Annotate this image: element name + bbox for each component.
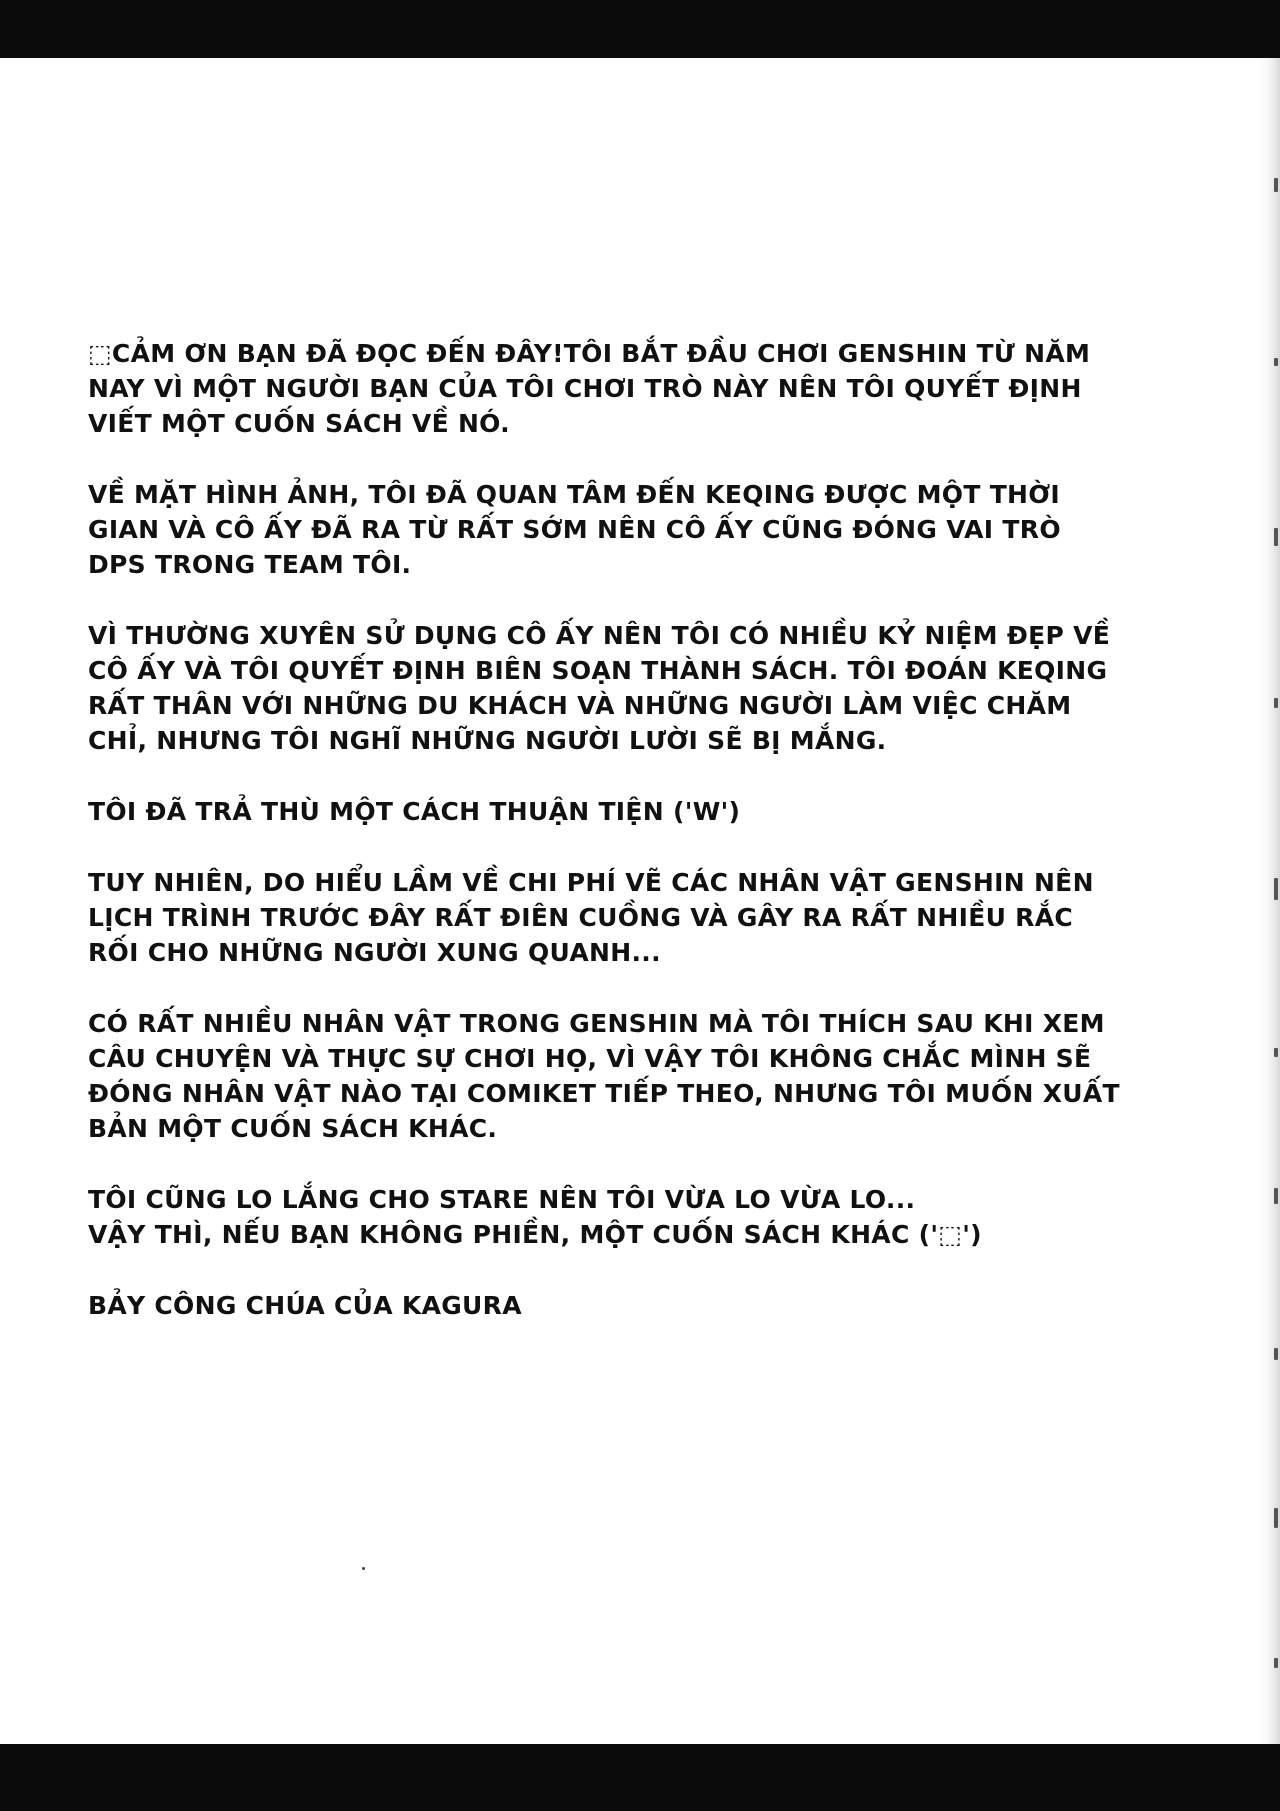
paragraph-schedule [88,865,1094,970]
text-line: DPS TRONG TEAM TÔI. [88,550,412,579]
text-line: VIẾT MỘT CUỐN SÁCH VỀ NÓ. [88,409,510,438]
text-line: VỀ MẶT HÌNH ẢNH, TÔI ĐÃ QUAN TÂM ĐẾN KEQING ĐƯỢC MỘT THỜI [88,480,1061,509]
paragraph-keqing [88,477,1061,582]
top-black-bar [0,0,1280,58]
paragraph-thanks [88,336,1091,441]
text-line: VÌ THƯỜNG XUYÊN SỬ DỤNG CÔ ẤY NÊN TÔI CÓ NHIỀU KỶ NIỆM ĐẸP VỀ [88,621,1111,650]
edge-scratch-marks [1258,58,1280,1744]
text-line: ⬚CẢM ƠN BẠN ĐÃ ĐỌC ĐẾN ĐÂY!TÔI BẮT ĐẦU CHƠI GENSHIN TỪ NĂM [88,339,1091,368]
text-line: CHỈ, NHƯNG TÔI NGHĨ NHỮNG NGƯỜI LƯỜI SẼ BỊ MẮNG. [88,726,887,755]
text-line: TÔI CŨNG LO LẮNG CHO STARE NÊN TÔI VỪA LO VỪA LO... [88,1185,916,1214]
afterword-text [88,336,1120,1359]
text-line: CÓ RẤT NHIỀU NHÂN VẬT TRONG GENSHIN MÀ TÔI THÍCH SAU KHI XEM [88,1009,1105,1038]
bottom-black-bar [0,1744,1280,1811]
text-line: CÔ ẤY VÀ TÔI QUYẾT ĐỊNH BIÊN SOẠN THÀNH SÁCH. TÔI ĐOÁN KEQING [88,656,1108,685]
author-signature [88,1288,1048,1323]
text-line: BẢY CÔNG CHÚA CỦA KAGURA [88,1291,522,1320]
text-line: CÂU CHUYỆN VÀ THỰC SỰ CHƠI HỌ, VÌ VẬY TÔI KHÔNG CHẮC MÌNH SẼ [88,1044,1092,1073]
text-line: VẬY THÌ, NẾU BẠN KHÔNG PHIỀN, MỘT CUỐN SÁCH KHÁC ('⬚') [88,1220,982,1249]
text-line: RỐI CHO NHỮNG NGƯỜI XUNG QUANH... [88,938,661,967]
paragraph-revenge [88,794,1048,829]
text-line: NAY VÌ MỘT NGƯỜI BẠN CỦA TÔI CHƠI TRÒ NÀY NÊN TÔI QUYẾT ĐỊNH [88,374,1082,403]
paragraph-closing [88,1182,1048,1252]
text-line: TÔI ĐÃ TRẢ THÙ MỘT CÁCH THUẬN TIỆN ('W') [88,797,741,826]
paragraph-memories [88,618,1111,758]
text-line: BẢN MỘT CUỐN SÁCH KHÁC. [88,1114,498,1143]
ink-speck [362,1567,365,1570]
paragraph-next-book [88,1006,1120,1146]
text-line: LỊCH TRÌNH TRƯỚC ĐÂY RẤT ĐIÊN CUỒNG VÀ GÂY RA RẤT NHIỀU RẮC [88,903,1074,932]
text-line: RẤT THÂN VỚI NHỮNG DU KHÁCH VÀ NHỮNG NGƯỜI LÀM VIỆC CHĂM [88,691,1072,720]
text-line: ĐÓNG NHÂN VẬT NÀO TẠI COMIKET TIẾP THEO, NHƯNG TÔI MUỐN XUẤT [88,1079,1120,1108]
text-line: GIAN VÀ CÔ ẤY ĐÃ RA TỪ RẤT SỚM NÊN CÔ ẤY CŨNG ĐÓNG VAI TRÒ [88,515,1061,544]
text-line: TUY NHIÊN, DO HIỂU LẦM VỀ CHI PHÍ VẼ CÁC NHÂN VẬT GENSHIN NÊN [88,868,1094,897]
